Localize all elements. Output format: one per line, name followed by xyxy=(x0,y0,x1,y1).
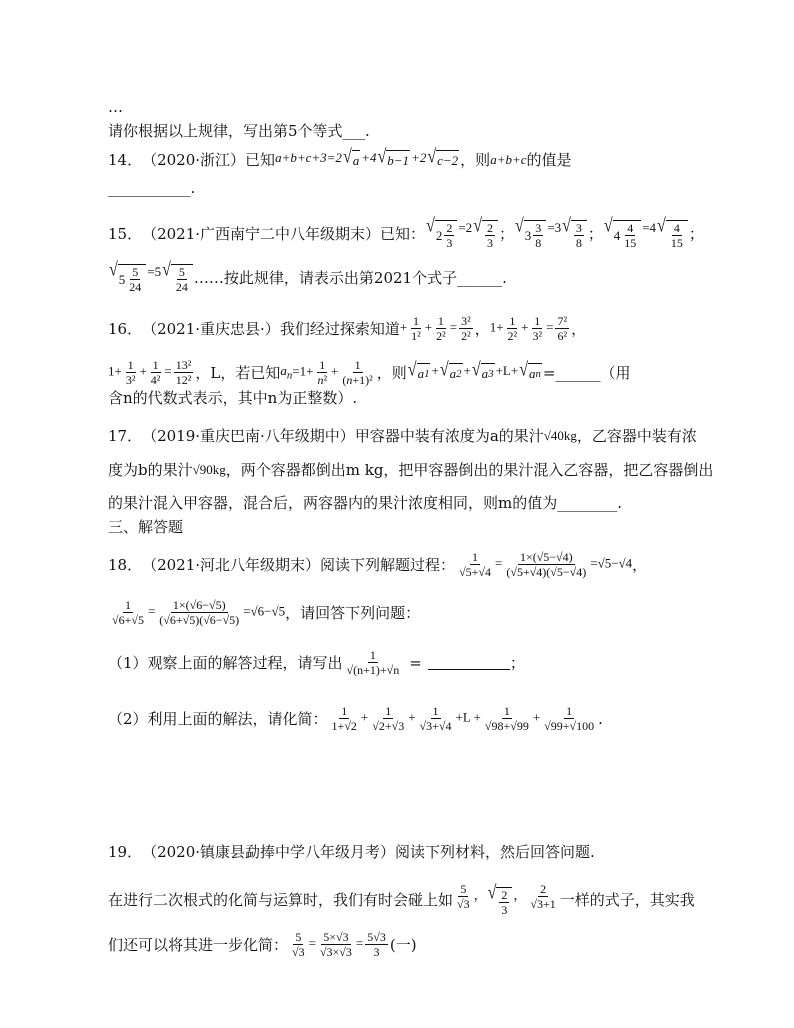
question-16: 16． （2021·重庆忠县·） 我们经过探索知道 + $\frac{1}{\text{1²}}$ + $\frac{1}{\text{2²}}$ = $\frac{\text{3²}}{\text{2²}}$ ， 1+ $\frac{1}{\text{2²}}$ + $\frac{1}{\text{3²}}$ = $\frac{\text{7²}}{\text{6²}}$ ， xyxy=(108,314,587,343)
equals: = xyxy=(409,653,422,672)
question-text: 的果汁混入甲容器，混合后，两容器内的果汁浓度相同，则m的值为________. xyxy=(108,494,622,512)
question-14 xyxy=(108,148,694,171)
sequence-def: $a_n=1+$ $\frac{1}{\text{n²}}$ + $\frac{1}{\text{(n+1)²}}$ xyxy=(280,358,373,387)
question-18-cont xyxy=(108,598,694,627)
question-source: （2020·镇康县勐捧中学八年级月考） xyxy=(142,843,396,861)
simplification: $\frac{5}{√3}$ = $\frac{5\times√3}{√3\times√3}$ = $\frac{5√3}{3}$ xyxy=(292,930,386,959)
pattern-2: 1+ $\frac{1}{\text{2²}}$ + $\frac{1}{\text{3²}}$ = $\frac{\text{7²}}{\text{6²}}$ xyxy=(489,314,568,343)
q13-tail-line xyxy=(108,121,694,141)
question-text: ，请回答下列问题： xyxy=(285,603,421,622)
question-text: 已知 xyxy=(245,150,276,169)
question-text: 阅读下列解题过程： xyxy=(320,555,456,574)
question-text: ，则 xyxy=(460,150,491,169)
expression: a+b+c xyxy=(490,151,527,167)
question-17-cont2 xyxy=(108,493,694,513)
answer-blank[interactable]: ___________. xyxy=(108,179,196,197)
question-17 xyxy=(108,426,697,446)
question-number: 17． xyxy=(108,427,143,445)
question-text: 阅读下列材料，然后回答问题. xyxy=(395,843,595,861)
pattern-1: + $\frac{1}{\text{1²}}$ + $\frac{1}{\text{2²}}$ = $\frac{\text{3²}}{\text{2²}}$ xyxy=(399,314,471,343)
question-source: （2020·浙江） xyxy=(142,150,246,169)
question-source: （2021·重庆忠县·） xyxy=(142,319,280,338)
question-source: （2019·重庆巴南·八年级期中） xyxy=(142,427,355,445)
question-number: 19． xyxy=(108,843,143,861)
question-18-part2: （2）利用上面的解法，请化简： $\frac{1}{1+√2}$ + $\frac{1}{√2+√3}$ + $\frac{1}{√3+√4}$ +L + $\frac{1}{√98+√99}$ + $\frac{1}{√99+√100}$ . xyxy=(108,704,603,733)
part1-expression: $\frac{1}{√(n+1)+√n}$ xyxy=(346,648,400,677)
question-source: （2021·广西南宁二中八年级期末） xyxy=(142,225,381,243)
question-text: 们还可以将其进一步化简： xyxy=(108,935,289,954)
equation: a+b+c+3=2 √ a +4 √ b−1 +2 √ c−2 xyxy=(275,148,460,171)
equation-3: √ 4 $\frac{4}{15}$ =4 √ $\frac{4}{15}$ xyxy=(603,218,689,250)
answer-blank[interactable] xyxy=(428,655,510,670)
question-18-part1: （1）观察上面的解答过程，请写出 $\frac{1}{√(n+1)+√n}$ = ； xyxy=(108,648,525,677)
question-text: （2）利用上面的解法，请化简： xyxy=(108,709,328,728)
ellipsis-line xyxy=(108,97,694,117)
question-source: （2021·河北八年级期末） xyxy=(142,555,321,574)
question-text: 已知： xyxy=(380,225,426,243)
question-text: ，两个容器都倒出m kg，把甲容器倒出的果汁混入乙容器，把乙容器倒出 xyxy=(225,461,714,479)
question-text: ，则 xyxy=(376,363,407,382)
question-15: 15． （2021·广西南宁二中八年级期末） 已知： √ 2 $\frac{2}{3}$ =2 √ $\frac{2}{3}$ ； √ 3 $\frac{3}{8}$ =3 √ $\frac{3}{8}$ ； √ 4 $\frac{4}{15}$ =4 √ $\frac{4}{15}$ ； xyxy=(108,215,704,250)
equation-1: √ 2 $\frac{2}{3}$ =2 √ $\frac{2}{3}$ xyxy=(425,218,499,250)
question-text: 我们经过探索知道 xyxy=(279,319,400,338)
part2-expression: $\frac{1}{1+√2}$ + $\frac{1}{√2+√3}$ + $\frac{1}{√3+√4}$ +L + $\frac{1}{√98+√99}$ + $\frac{1}{√99+√100}$ xyxy=(331,704,595,733)
question-text: 甲容器中装有浓度为a的果汁 xyxy=(354,427,544,445)
question-16-cont: 1+ $\frac{1}{\text{3²}}$ + $\frac{1}{\text{4²}}$ = $\frac{\text{13²}}{\text{12²}}$ ，L ，若已知 $a_n=1+$ $\frac{1}{\text{n²}}$ + $\frac{1}{\text{(n+1)²}}$ ，则 √ a 1 + √ a 2 + √ a 3 +L+ √ a n =______（用 xyxy=(108,358,631,387)
amount-2: √90kg xyxy=(192,462,226,477)
pattern-3: 1+ $\frac{1}{\text{3²}}$ + $\frac{1}{\text{4²}}$ = $\frac{\text{13²}}{\text{12²}}$ xyxy=(108,358,192,387)
equation-tag: (一) xyxy=(389,935,417,954)
worked-example-2: $\frac{1}{√6+√5}$ = $\frac{1\times(√6-√5)}{(√6+√5)(√6-√5)}$ =√6−√5 xyxy=(112,598,286,627)
question-text: 的值是 xyxy=(526,150,572,169)
question-text: 度为b的果汁 xyxy=(108,461,193,479)
question-text: 一样的式子，其实我 xyxy=(559,890,695,909)
q13-tail: 请你根据以上规律，写出第5个等式___. xyxy=(108,122,370,140)
answer-blank[interactable]: =______（用 xyxy=(542,363,631,382)
question-18: 18． （2021·河北八年级期末） 阅读下列解题过程： $\frac{1}{√5+√4}$ = $\frac{1\times(√5-√4)}{(√5+√4)(√5-√4)}$ =√5−√4 ， xyxy=(108,550,648,579)
worked-example-1: $\frac{1}{√5+√4}$ = $\frac{1\times(√5-√4)}{(√5+√4)(√5-√4)}$ =√5−√4 xyxy=(459,550,633,579)
amount-1: √40kg xyxy=(543,428,577,443)
question-number: 16． xyxy=(108,319,143,338)
sum-expr: √ a 1 + √ a 2 + √ a 3 +L+ √ a n xyxy=(407,361,543,384)
question-text: 在进行二次根式的化简与运算时，我们有时会碰上如 xyxy=(108,890,454,909)
equation-4: √ 5 $\frac{5}{24}$ =5 √ $\frac{5}{24}$ xyxy=(108,262,194,294)
question-text: ……按此规律，请表示出第2021个式子______. xyxy=(193,269,507,287)
section-title: 三、解答题 xyxy=(108,518,184,536)
question-text: 含n的代数式表示，其中n为正整数）. xyxy=(108,389,358,407)
question-text: ，乙容器中装有浓 xyxy=(576,427,697,445)
question-15-cont xyxy=(108,259,694,294)
question-17-cont xyxy=(108,460,714,480)
question-14-blank xyxy=(108,178,694,198)
section-heading xyxy=(108,517,694,537)
question-19 xyxy=(108,842,694,862)
question-number: 15． xyxy=(108,225,143,243)
question-number: 14． xyxy=(108,150,143,169)
example-expressions: $\frac{5}{√3}$ ， √ $\frac{2}{3}$ ， $\frac{2}{√3+1}$ xyxy=(457,882,556,918)
question-number: 18． xyxy=(108,555,143,574)
question-text: （1）观察上面的解答过程，请写出 xyxy=(108,653,343,672)
question-19-cont2 xyxy=(108,930,694,959)
question-text: ，若已知 xyxy=(220,363,281,382)
question-16-cont2 xyxy=(108,388,694,408)
ellipsis: … xyxy=(108,98,123,116)
question-19-cont xyxy=(108,882,694,917)
equation-2: √ 3 $\frac{3}{8}$ =3 √ $\frac{3}{8}$ xyxy=(514,218,588,250)
